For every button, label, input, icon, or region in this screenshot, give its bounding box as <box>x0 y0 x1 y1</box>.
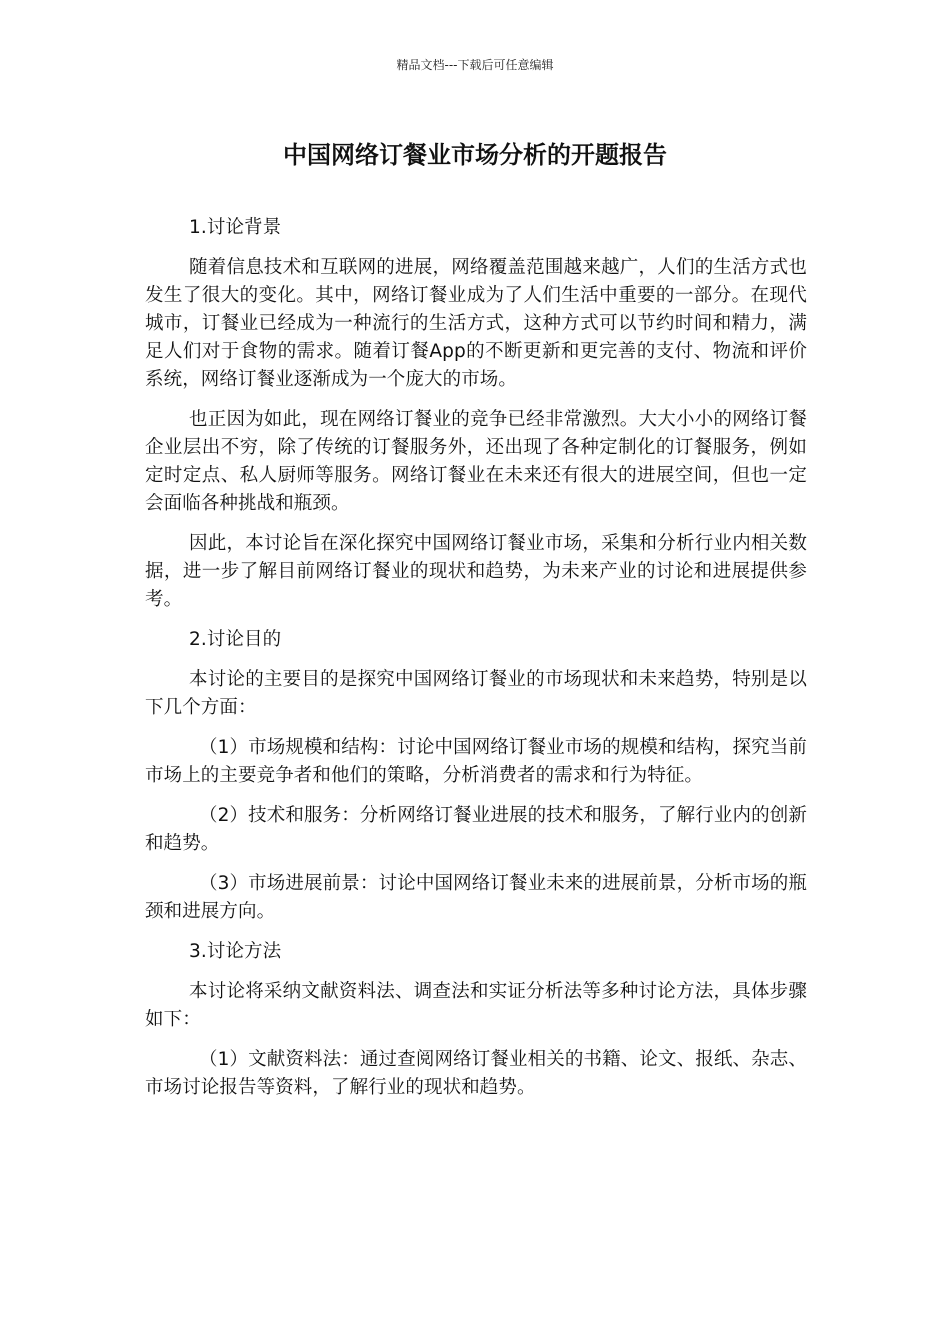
list-item: （1）文献资料法：通过查阅网络订餐业相关的书籍、论文、报纸、杂志、市场讨论报告等资料，了解行业的现状和趋势。 <box>145 1049 807 1098</box>
list-item: （2）技术和服务：分析网络订餐业进展的技术和服务，了解行业内的创新和趋势。 <box>145 805 807 854</box>
paragraph: 因此，本讨论旨在深化探究中国网络订餐业市场，采集和分析行业内相关数据，进一步了解目前网络订餐业的现状和趋势，为未来产业的讨论和进展提供参考。 <box>145 533 807 610</box>
section-heading-methods: 3.讨论方法 <box>189 941 282 962</box>
document-title: 中国网络订餐业市场分析的开题报告 <box>283 141 667 169</box>
section-heading-objectives: 2.讨论目的 <box>189 629 282 650</box>
paragraph: 本讨论将采纳文献资料法、调查法和实证分析法等多种讨论方法，具体步骤如下： <box>145 981 807 1030</box>
section-heading-background: 1.讨论背景 <box>189 217 282 238</box>
list-item: （1）市场规模和结构：讨论中国网络订餐业市场的规模和结构，探究当前市场上的主要竞争者和他们的策略，分析消费者的需求和行为特征。 <box>145 737 807 786</box>
page-header: 精品文档---下载后可任意编辑 <box>396 58 554 72</box>
paragraph: 本讨论的主要目的是探究中国网络订餐业的市场现状和未来趋势，特别是以下几个方面： <box>145 669 807 718</box>
list-item: （3）市场进展前景：讨论中国网络订餐业未来的进展前景，分析市场的瓶颈和进展方向。 <box>145 873 807 922</box>
document-body <box>145 214 807 1114</box>
paragraph: 随着信息技术和互联网的进展，网络覆盖范围越来越广，人们的生活方式也发生了很大的变化。其中，网络订餐业成为了人们生活中重要的一部分。在现代城市，订餐业已经成为一种流行的生活方式，这种方式可以节约时间和精力，满足人们对于食物的需求。随着订餐App的不断更新和更完善的支付、物流和评价系统，网络订餐业逐渐成为一个庞大的市场。 <box>145 257 807 390</box>
paragraph: 也正因为如此，现在网络订餐业的竞争已经非常激烈。大大小小的网络订餐企业层出不穷，除了传统的订餐服务外，还出现了各种定制化的订餐服务，例如定时定点、私人厨师等服务。网络订餐业在未来还有很大的进展空间，但也一定会面临各种挑战和瓶颈。 <box>145 409 807 514</box>
